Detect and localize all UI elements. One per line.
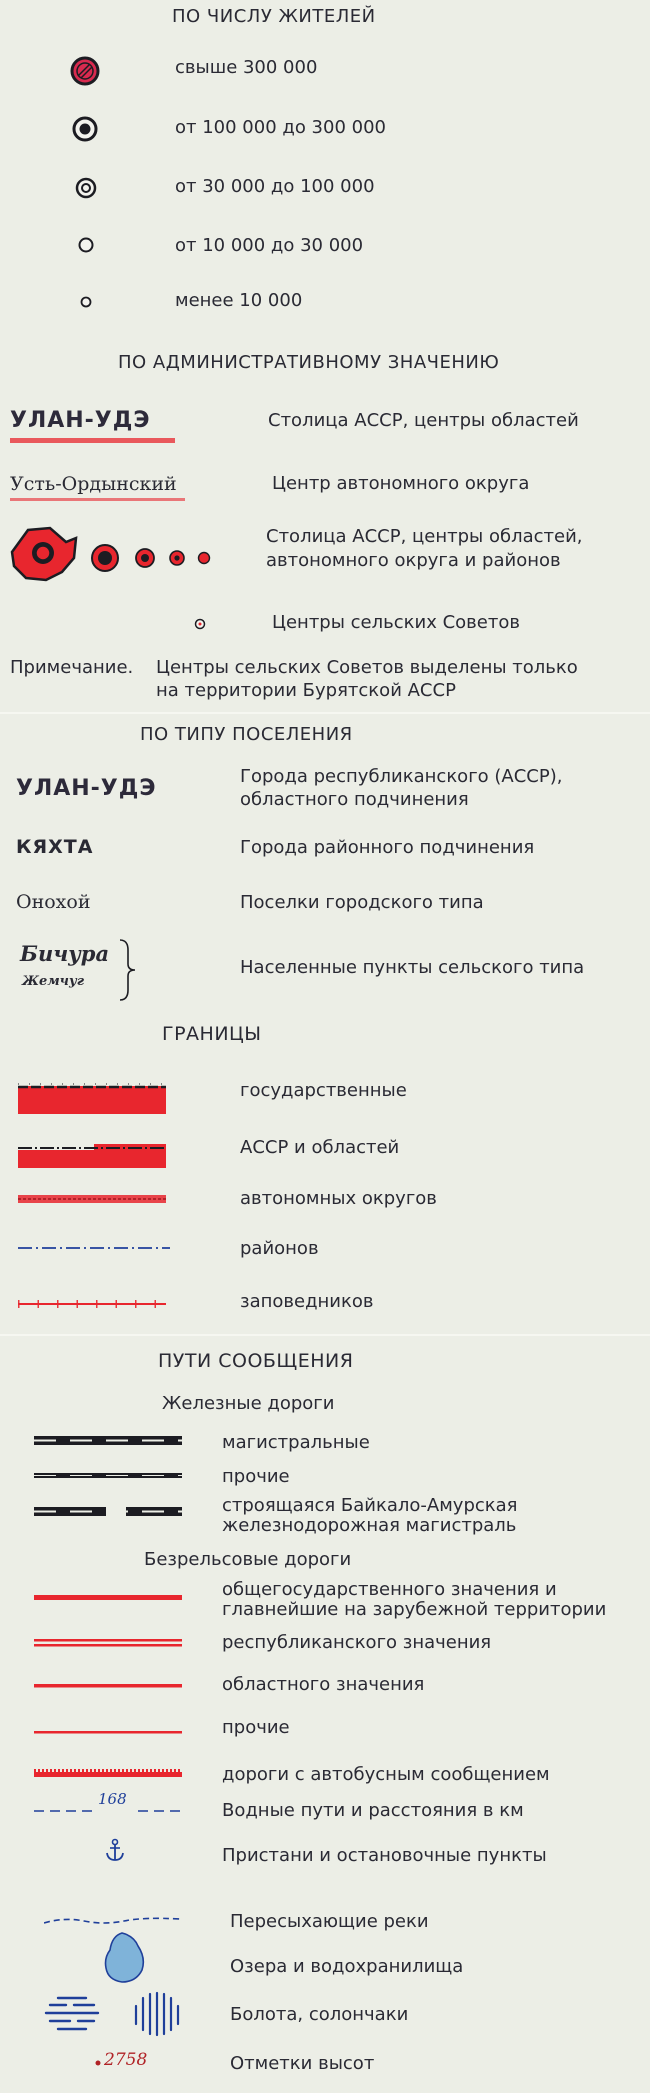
settlement-sample-rural-small: Жемчуг [22,974,85,989]
border-label-autonomous: автономных округов [240,1188,437,1209]
admin-underline-capital [10,437,175,445]
population-symbol-100k-300k [72,116,98,142]
admin-note-line1: Центры сельских Советов выделены только [156,657,578,678]
population-symbol-under-10k [79,295,93,309]
population-label-over-300k: свыше 300 000 [175,57,318,78]
swamp-icon [44,1993,100,2035]
admin-label-capital-centers-line2: автономного округа и районов [266,550,561,571]
border-symbol-assr-oblast [18,1138,166,1170]
anchor-icon [104,1838,126,1864]
road-symbol-bus [34,1768,182,1780]
road-symbol-other [34,1730,182,1736]
admin-label-capital: Столица АССР, центры областей [268,410,579,431]
water-route-distance: 168 [98,1790,127,1808]
border-label-state: государственные [240,1080,407,1101]
border-symbol-autonomous [18,1192,166,1206]
border-label-district: районов [240,1238,319,1259]
rail-label-bam-line2: железнодорожная магистраль [222,1515,517,1536]
road-symbol-oblast [34,1683,182,1689]
population-label-under-10k: менее 10 000 [175,290,303,311]
drying-river-label: Пересыхающие реки [230,1911,429,1932]
road-label-national-line1: общегосударственного значения и [222,1579,557,1600]
rail-label-bam-line1: строящаяся Байкало-Амурская [222,1495,518,1516]
road-label-republic: республиканского значения [222,1632,492,1653]
piers-label: Пристани и остановочные пункты [222,1845,547,1866]
population-symbol-10k-30k [77,236,95,254]
road-label-oblast: областного значения [222,1674,425,1695]
population-symbol-over-300k [70,56,100,86]
road-subtitle: Безрельсовые дороги [144,1549,352,1570]
swamp-label: Болота, солончаки [230,2004,409,2025]
settlement-sample-district-city: КЯХТА [16,836,94,858]
settlement-sample-urban-village: Онохой [16,891,91,913]
road-symbol-republic [34,1638,182,1648]
admin-symbols-capital-centers [6,522,216,586]
admin-sample-autonomous-center: Усть-Ордынский [10,473,177,495]
border-symbol-district [18,1244,170,1252]
settlement-sample-republic-city: УЛАН-УДЭ [16,776,157,801]
road-label-other: прочие [222,1717,290,1738]
population-label-100k-300k: от 100 000 до 300 000 [175,117,386,138]
admin-note-line2: на территории Бурятской АССР [156,680,456,701]
drying-river-symbol [44,1914,180,1928]
rail-symbol-main [34,1435,182,1447]
border-label-assr-oblast: АССР и областей [240,1137,400,1158]
settlement-label-republic-city-line2: областного подчинения [240,789,469,810]
rail-subtitle: Железные дороги [162,1393,335,1414]
salt-marsh-icon [130,1990,184,2038]
settlement-label-republic-city-line1: Города республиканского (АССР), [240,766,563,787]
admin-label-rural-council: Центры сельских Советов [272,612,520,633]
road-symbol-national [34,1594,182,1602]
elevation-label: Отметки высот [230,2053,375,2074]
panel-seam [0,712,650,714]
population-label-10k-30k: от 10 000 до 30 000 [175,235,364,256]
elevation-dot-icon [94,2059,102,2067]
population-label-30k-100k: от 30 000 до 100 000 [175,176,375,197]
admin-sample-capital: УЛАН-УДЭ [10,408,151,433]
admin-label-autonomous-center: Центр автономного округа [272,473,530,494]
admin-section-title: ПО АДМИНИСТРАТИВНОМУ ЗНАЧЕНИЮ [118,352,500,373]
border-label-reserve: заповедников [240,1291,374,1312]
lake-label: Озера и водохранилища [230,1956,464,1977]
road-label-national-line2: главнейшие на зарубежной территории [222,1599,607,1620]
settlement-sample-rural-large: Бичура [20,941,110,966]
settlement-label-district-city: Города районного подчинения [240,837,535,858]
rail-label-main: магистральные [222,1432,370,1453]
panel-seam-2 [0,1334,650,1336]
admin-underline-autonomous-center [10,497,185,503]
elevation-sample: 2758 [104,2050,148,2070]
admin-symbol-rural-council [193,617,207,631]
rail-symbol-other [34,1472,182,1480]
borders-section-title: ГРАНИЦЫ [162,1023,262,1045]
transport-section-title: ПУТИ СООБЩЕНИЯ [158,1350,354,1372]
rail-label-other: прочие [222,1466,290,1487]
water-route-label: Водные пути и расстояния в км [222,1800,524,1821]
admin-label-capital-centers-line1: Столица АССР, центры областей, [266,526,583,547]
settlement-label-rural: Населенные пункты сельского типа [240,957,585,978]
rail-symbol-bam [34,1506,182,1518]
admin-note-prefix: Примечание. [10,657,134,678]
border-symbol-reserve [18,1294,166,1310]
settlement-brace [116,938,138,1002]
population-section-title: ПО ЧИСЛУ ЖИТЕЛЕЙ [172,6,376,27]
settlement-section-title: ПО ТИПУ ПОСЕЛЕНИЯ [140,724,353,745]
settlement-label-urban-village: Поселки городского типа [240,892,484,913]
lake-icon [100,1930,150,1986]
population-symbol-30k-100k [75,177,97,199]
road-label-bus: дороги с автобусным сообщением [222,1764,550,1785]
border-symbol-state [18,1080,166,1116]
water-route-symbol [34,1808,186,1814]
